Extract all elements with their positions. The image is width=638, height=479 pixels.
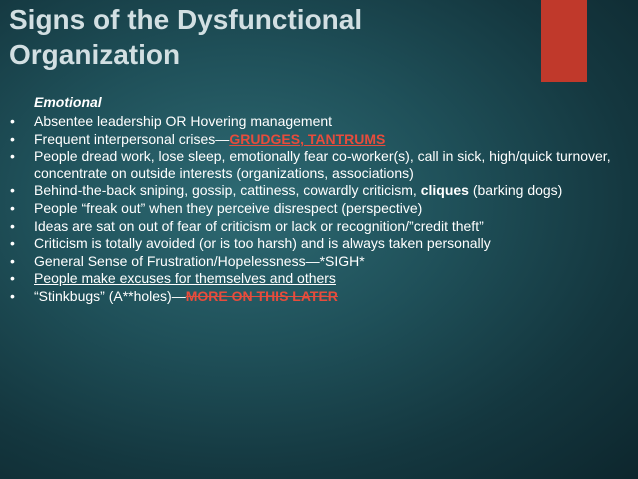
bullet-glyph: • bbox=[10, 182, 15, 199]
bullet-item bbox=[10, 182, 622, 199]
bullet-text: People make excuses for themselves and others bbox=[34, 270, 336, 287]
slide-content bbox=[10, 93, 622, 306]
bullet-item bbox=[10, 113, 622, 130]
title-line-1: Signs of the Dysfunctional bbox=[9, 4, 363, 35]
bullet-item bbox=[10, 288, 622, 305]
bullet-item bbox=[10, 270, 622, 287]
bullet-glyph: • bbox=[10, 199, 15, 216]
bullet-glyph: • bbox=[10, 252, 15, 269]
bullet-text: Behind-the-back sniping, gossip, cattiness, cowardly criticism, bbox=[34, 182, 421, 199]
accent-bar bbox=[541, 0, 587, 82]
bullet-text: Absentee leadership OR Hovering management bbox=[34, 113, 333, 129]
bullet-item bbox=[10, 235, 622, 252]
bullet-list bbox=[10, 113, 622, 305]
bullet-glyph: • bbox=[10, 130, 15, 147]
bullet-text: People dread work, lose sleep, emotionally fear co-worker(s), call in sick, high/quick turnover, concentrate on outside interests (organizations, associations) bbox=[34, 148, 611, 181]
bullet-text: General Sense of Frustration/Hopelessness—*SIGH* bbox=[34, 252, 365, 269]
bullet-item bbox=[10, 131, 622, 148]
bullet-text: Frequent interpersonal crises— bbox=[34, 130, 230, 147]
bullet-highlight: GRUDGES, TANTRUMS bbox=[229, 130, 386, 147]
bullet-text: Ideas are sat on out of fear of criticism or lack or recognition/”credit theft” bbox=[34, 217, 484, 234]
bullet-text-after: (barking dogs) bbox=[468, 182, 563, 199]
bullet-glyph: • bbox=[10, 217, 15, 234]
bullet-text: People “freak out” when they perceive disrespect (perspective) bbox=[34, 199, 423, 216]
bullet-item bbox=[10, 148, 622, 181]
bullet-glyph: • bbox=[10, 270, 15, 287]
bullet-highlight: MORE ON THIS LATER bbox=[185, 287, 338, 304]
slide-title bbox=[9, 2, 529, 72]
title-line-2: Organization bbox=[9, 39, 181, 70]
bullet-bold-text: cliques bbox=[420, 182, 469, 199]
bullet-glyph: • bbox=[10, 113, 15, 129]
bullet-item bbox=[10, 218, 622, 235]
bullet-text: “Stinkbugs” (A**holes)— bbox=[34, 287, 186, 304]
bullet-glyph: • bbox=[10, 235, 15, 252]
bullet-glyph: • bbox=[10, 287, 15, 304]
bullet-glyph: • bbox=[10, 148, 15, 165]
bullet-text: Criticism is totally avoided (or is too harsh) and is always taken personally bbox=[34, 235, 491, 252]
section-heading: Emotional bbox=[34, 94, 102, 110]
bullet-item bbox=[10, 200, 622, 217]
bullet-item bbox=[10, 253, 622, 270]
